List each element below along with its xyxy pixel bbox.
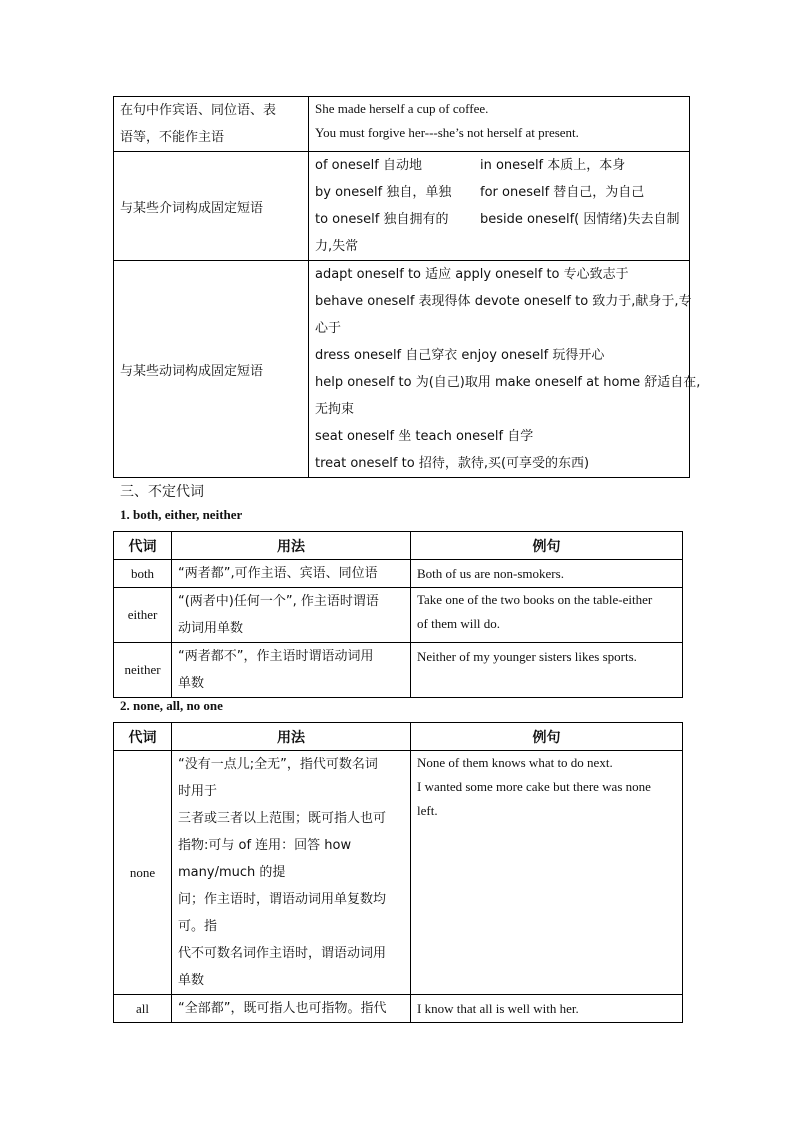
phrase-line: 无拘束 (315, 402, 355, 417)
phrase: in oneself 本质上，本身 (480, 158, 626, 173)
usage-line: 单数 (178, 676, 205, 691)
column-header: 用法 (172, 532, 411, 560)
column-header: 例句 (411, 532, 683, 560)
phrase: beside oneself( 因情绪)失去自制 (480, 212, 680, 227)
phrase-cell (309, 152, 690, 261)
example-line: You must forgive her---she’s not herself at present. (315, 125, 579, 140)
table-header-row (114, 532, 683, 560)
table-row (114, 152, 690, 261)
none-all-noone-table (113, 722, 683, 1023)
example-line: She made herself a cup of coffee. (315, 101, 489, 116)
reflexive-usage-table (113, 96, 701, 478)
table-row (114, 261, 690, 478)
column-header: 代词 (114, 532, 172, 560)
subsection-heading: 2. none, all, no one (120, 698, 223, 713)
example-line: None of them knows what to do next. (417, 755, 613, 770)
phrase-cell (309, 261, 701, 478)
usage-line: 时用于 (178, 784, 218, 799)
example-line: of them will do. (417, 616, 501, 631)
phrase-line: 力,失常 (315, 239, 359, 254)
phrase-line (315, 152, 689, 179)
phrase-line: adapt oneself to 适应 apply oneself to 专心致志于 (315, 267, 629, 282)
usage-line: 问；作主语时，谓语动词用单复数均 (178, 892, 387, 907)
usage-cell (172, 995, 411, 1023)
column-header: 例句 (411, 723, 683, 751)
phrase: for oneself 替自己，为自己 (480, 185, 645, 200)
usage-cell (172, 643, 411, 698)
example-line: I know that all is well with her. (417, 1001, 579, 1016)
example-line: Both of us are non-smokers. (417, 566, 564, 581)
usage-line: 指物:可与 of 连用：回答 how (178, 838, 352, 853)
table-row (114, 995, 683, 1023)
column-header: 用法 (172, 723, 411, 751)
usage-cell (172, 588, 411, 643)
phrase-line: help oneself to 为(自己)取用 make oneself at home 舒适自在, (315, 375, 701, 390)
example-line: left. (417, 803, 438, 818)
usage-label-cell (114, 261, 309, 478)
usage-line: “全部都”，既可指人也可指物。指代 (178, 1001, 387, 1016)
table-row (114, 643, 683, 698)
usage-label-cell (114, 152, 309, 261)
pronoun-cell: none (114, 751, 172, 995)
table-header-row (114, 723, 683, 751)
pronoun-cell: all (114, 995, 172, 1023)
pronoun-cell: both (114, 560, 172, 588)
phrase-line: treat oneself to 招待，款待,买(可享受的东西) (315, 456, 590, 471)
table-row (114, 560, 683, 588)
pronoun-cell: neither (114, 643, 172, 698)
usage-cell (172, 751, 411, 995)
usage-line: 三者或三者以上范围；既可指人也可 (178, 811, 387, 826)
example-cell (411, 643, 683, 698)
example-cell (411, 751, 683, 995)
example-cell (309, 97, 690, 152)
column-header: 代词 (114, 723, 172, 751)
phrase-line: dress oneself 自己穿衣 enjoy oneself 玩得开心 (315, 348, 605, 363)
usage-line: 代不可数名词作主语时，谓语动词用 (178, 946, 387, 961)
example-line: I wanted some more cake but there was none (417, 779, 651, 794)
table-row (114, 588, 683, 643)
usage-line: “没有一点儿;全无”，指代可数名词 (178, 757, 378, 772)
usage-label-line: 语等，不能作主语 (120, 130, 225, 145)
example-cell (411, 588, 683, 643)
usage-line: 可。指 (178, 919, 218, 934)
example-line: Neither of my younger sisters likes sports. (417, 649, 637, 664)
section-heading: 三、不定代词 (120, 484, 204, 500)
subsection-heading: 1. both, either, neither (120, 507, 243, 522)
usage-label-line: 在句中作宾语、同位语、表 (120, 103, 277, 118)
phrase-line (315, 179, 689, 206)
phrase: to oneself 独自拥有的 (315, 212, 449, 227)
usage-label-cell (114, 97, 309, 152)
usage-label: 与某些动词构成固定短语 (120, 363, 264, 379)
usage-line: “两者都不”，作主语时谓语动词用 (178, 649, 374, 664)
example-cell (411, 560, 683, 588)
table-row (114, 97, 690, 152)
usage-line: “两者都”,可作主语、宾语、同位语 (178, 566, 378, 581)
example-line: Take one of the two books on the table-either (417, 592, 653, 607)
phrase: by oneself 独自，单独 (315, 185, 452, 200)
phrase-line: 心于 (315, 321, 342, 336)
example-cell (411, 995, 683, 1023)
table-row (114, 751, 683, 995)
both-either-neither-table (113, 531, 683, 698)
pronoun-cell: either (114, 588, 172, 643)
usage-label: 与某些介词构成固定短语 (120, 200, 264, 216)
usage-cell (172, 560, 411, 588)
phrase-line (315, 206, 689, 233)
phrase: of oneself 自动地 (315, 158, 422, 173)
phrase-line: seat oneself 坐 teach oneself 自学 (315, 429, 534, 444)
phrase-line: behave oneself 表现得体 devote oneself to 致力于,献身于,专 (315, 294, 692, 309)
usage-line: “(两者中)任何一个”, 作主语时谓语 (178, 594, 379, 609)
usage-line: 单数 (178, 973, 205, 988)
usage-line: many/much 的提 (178, 865, 286, 880)
usage-line: 动词用单数 (178, 621, 244, 636)
